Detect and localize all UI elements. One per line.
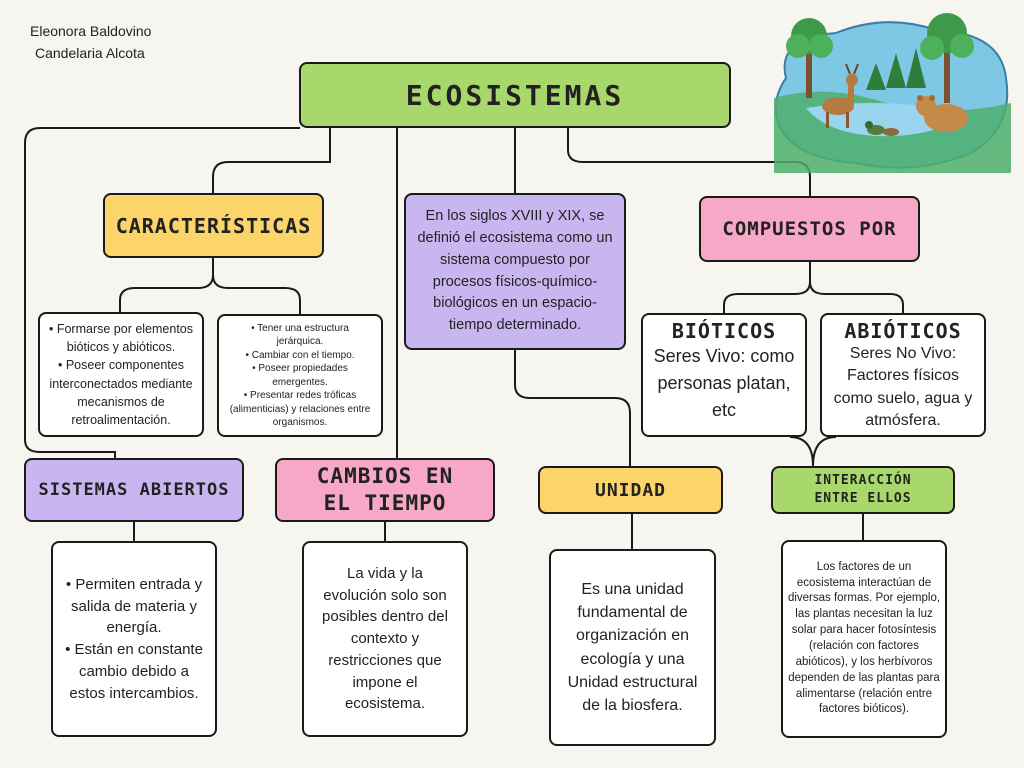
interaccion-text: Los factores de un ecosistema interactúan de diversas formas. Por ejemplo, las plantas necesitan la luz solar para hacer fotosíntesis (relación con factores abióticos), y los herbívoros dependen de las plantas para alimentarse (relación entre factores bióticos). xyxy=(787,560,941,716)
author-1: Eleonora Baldovino xyxy=(30,23,152,39)
caracteristicas-left-box xyxy=(38,312,204,437)
cambios-label: CAMBIOS EN EL TIEMPO xyxy=(316,463,454,515)
historia-text: En los siglos XVIII y XIX, se definió el ecosistema como un sistema compuesto por procesos físicos-químico-biológicos en un espacio-tiempo determinado. xyxy=(417,208,613,333)
unidad-header xyxy=(538,466,723,514)
caracteristicas-right-item: • Poseer propiedades emergentes. xyxy=(252,363,348,388)
author-2: Candelaria Alcota xyxy=(35,45,145,61)
interaccion-box xyxy=(781,540,947,738)
abioticos-text: Seres No Vivo: Factores físicos como suelo, agua y atmósfera. xyxy=(833,345,973,430)
sistemas-abiertos-box xyxy=(51,541,217,737)
ecosystem-illustration xyxy=(766,8,1016,173)
unidad-box xyxy=(549,549,716,746)
sistemas-abiertos-item: • Permiten entrada y salida de materia y energía. xyxy=(65,575,203,637)
caracteristicas-right-item: • Cambiar con el tiempo. xyxy=(245,349,355,361)
cambios-text: La vida y la evolución solo son posibles dentro del contexto y restricciones que impone el ecosistema. xyxy=(322,564,448,713)
bioticos-box xyxy=(641,313,807,437)
caracteristicas-label: CARACTERÍSTICAS xyxy=(115,213,312,238)
authors xyxy=(30,20,151,64)
sistemas-abiertos-header xyxy=(24,458,244,522)
caracteristicas-left-item: • Poseer componentes interconectados mediante mecanismos de retroalimentación. xyxy=(49,358,193,427)
cambios-header xyxy=(275,458,495,522)
abioticos-box xyxy=(820,313,986,437)
title-box xyxy=(299,62,731,128)
interaccion-header xyxy=(771,466,955,514)
interaccion-label: INTERACCIÓN ENTRE ELLOS xyxy=(814,473,912,506)
unidad-label: UNIDAD xyxy=(594,479,667,501)
caracteristicas-right-item: • Tener una estructura jerárquica. xyxy=(251,322,349,347)
bioticos-text: Seres Vivo: como personas platan, etc xyxy=(653,346,795,420)
compuestos-header xyxy=(699,196,920,262)
cambios-box xyxy=(302,541,468,737)
caracteristicas-right-box xyxy=(217,314,383,437)
compuestos-label: COMPUESTOS POR xyxy=(722,218,897,240)
sistemas-abiertos-label: SISTEMAS ABIERTOS xyxy=(38,480,230,500)
caracteristicas-right-item: • Presentar redes tróficas (alimenticias) y relaciones entre organismos. xyxy=(229,390,371,428)
unidad-text: Es una unidad fundamental de organización en ecología y una Unidad estructural de la biosfera. xyxy=(567,580,698,714)
sistemas-abiertos-item: • Están en constante cambio debido a estos intercambios. xyxy=(65,641,203,702)
bioticos-label: BIÓTICOS xyxy=(671,319,777,343)
caracteristicas-header xyxy=(103,193,324,258)
historia-box xyxy=(404,193,626,350)
caracteristicas-left-item: • Formarse por elementos bióticos y abióticos. xyxy=(48,322,193,355)
abioticos-label: ABIÓTICOS xyxy=(844,319,962,343)
page-title: ECOSISTEMAS xyxy=(405,78,625,112)
